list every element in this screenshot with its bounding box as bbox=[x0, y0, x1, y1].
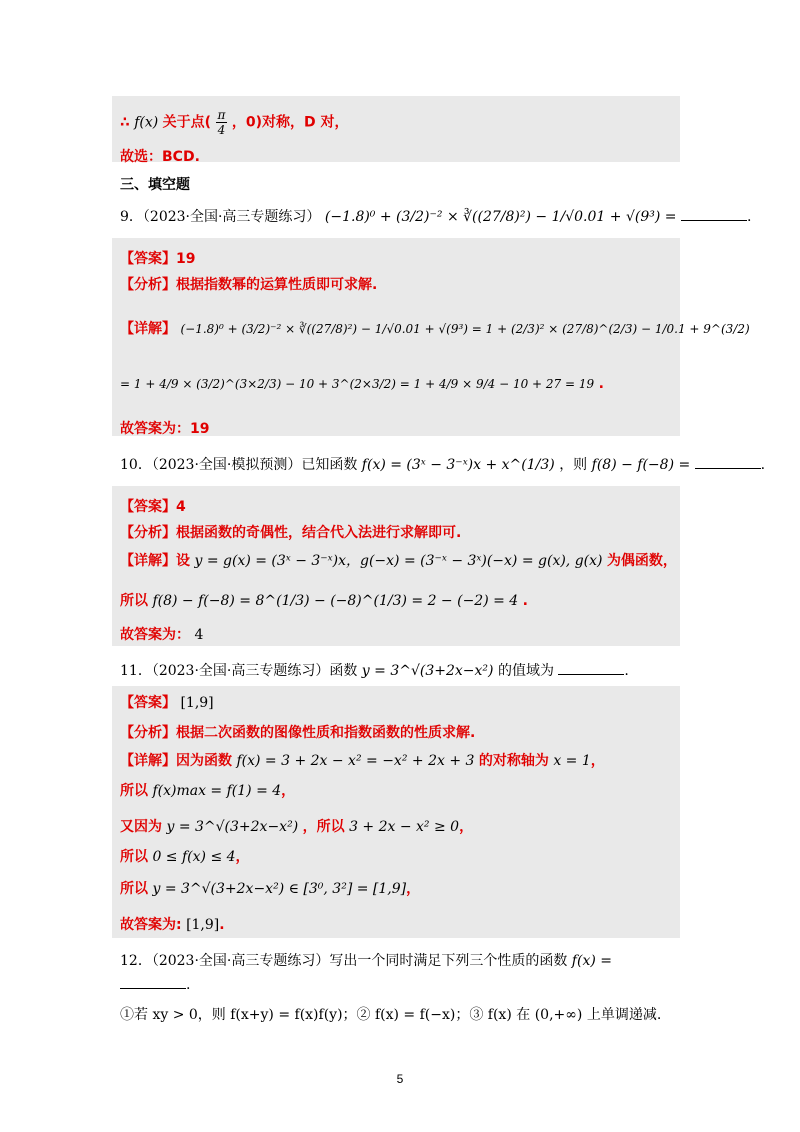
question-11: 11．（2023·全国·高三专题练习）函数 y = 3^√(3+2x−x²) 的值域为 . bbox=[120, 663, 629, 679]
answer-blank bbox=[558, 662, 624, 675]
q10-detail: 【详解】设 y = g(x) = (3ˣ − 3⁻ˣ)x，g(−x) = (3⁻ˣ − 3ˣ)(−x) = g(x), g(x) 为偶函数， bbox=[120, 553, 677, 569]
q11-line2: 所以 f(x)max = f(1) = 4， bbox=[120, 783, 296, 799]
q10-final-answer: 故答案为： 4 bbox=[120, 627, 204, 643]
fraction-pi-over-4: $\frac{\pi}{4}$ bbox=[217, 108, 226, 137]
q8-choose-answer: 故选：BCD. bbox=[120, 149, 200, 165]
question-12: 12．（2023·全国·高三专题练习）写出一个同时满足下列三个性质的函数 f(x) = bbox=[120, 953, 612, 969]
q10-so: 所以 f(8) − f(−8) = 8^(1/3) − (−8)^(1/3) = 2 − (−2) = 4 . bbox=[120, 593, 528, 609]
q11-analysis: 【分析】根据二次函数的图像性质和指数函数的性质求解. bbox=[120, 725, 476, 741]
question-12-blank: . bbox=[120, 976, 190, 993]
q9-detail-line1: 【详解】 (−1.8)⁰ + (3/2)⁻² × ∛((27/8)²) − 1/√0.01 + √(9³) = 1 + (2/3)² × (27/8)^(2/3) − 1/0.1 + 9^(3/2) bbox=[120, 321, 750, 337]
q11-answer: 【答案】 [1,9] bbox=[120, 695, 214, 711]
page-number: 5 bbox=[396, 1072, 404, 1086]
q11-line4: 所以 0 ≤ f(x) ≤ 4， bbox=[120, 849, 250, 865]
q10-analysis: 【分析】根据函数的奇偶性，结合代入法进行求解即可. bbox=[120, 525, 462, 541]
answer-blank bbox=[695, 456, 761, 469]
q11-final-answer: 故答案为: [1,9]. bbox=[120, 917, 225, 933]
q9-final-answer: 故答案为：19 bbox=[120, 421, 210, 437]
q9-answer: 【答案】19 bbox=[120, 251, 196, 267]
q9-analysis: 【分析】根据指数幂的运算性质即可求解. bbox=[120, 277, 378, 293]
question-9: 9．（2023·全国·高三专题练习） (−1.8)⁰ + (3/2)⁻² × ∛((27/8)²) − 1/√0.01 + √(9³) = . bbox=[120, 209, 752, 225]
question-12-properties: ①若 xy > 0，则 f(x+y) = f(x)f(y)；② f(x) = f(−x)；③ f(x) 在 (0,+∞) 上单调递减. bbox=[120, 1007, 662, 1023]
section-title: 三、填空题 bbox=[120, 177, 190, 193]
q10-answer: 【答案】4 bbox=[120, 499, 186, 515]
q11-detail: 【详解】因为函数 f(x) = 3 + 2x − x² = −x² + 2x + 3 的对称轴为 x = 1， bbox=[120, 753, 605, 769]
q8-conclusion: ∴ f(x) 关于点( $\frac{\pi}{4}$ ，0)对称，D 对， bbox=[120, 108, 349, 137]
answer-blank bbox=[681, 208, 747, 221]
q11-line5: 所以 y = 3^√(3+2x−x²) ∈ [3⁰, 3²] = [1,9]， bbox=[120, 881, 421, 897]
q9-detail-line2: = 1 + 4/9 × (3/2)^(3×2/3) − 10 + 3^(2×3/2) = 1 + 4/9 × 9/4 − 10 + 27 = 19 . bbox=[120, 376, 604, 392]
question-10: 10．（2023·全国·模拟预测）已知函数 f(x) = (3ˣ − 3⁻ˣ)x + x^(1/3) ，则 f(8) − f(−8) = . bbox=[120, 457, 766, 473]
q11-line3: 又因为 y = 3^√(3+2x−x²) ，所以 3 + 2x − x² ≥ 0， bbox=[120, 819, 474, 835]
answer-blank bbox=[120, 976, 186, 989]
